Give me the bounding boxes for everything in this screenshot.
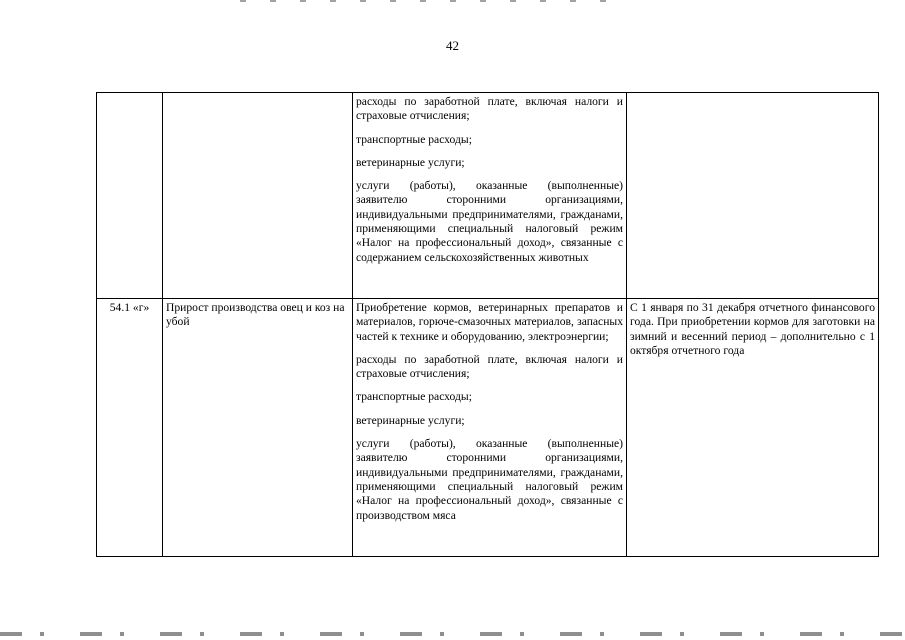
subsidy-table [96,92,879,557]
row-number-cell [97,93,163,299]
expense-item: ветеринарные услуги; [356,413,465,427]
expenses-cell [353,93,627,299]
table-row [97,93,879,299]
row-number-cell: 54.1 «г» [97,299,163,557]
scan-artifact-top [240,0,620,2]
row-name-cell [163,93,353,299]
expense-item: услуги (работы), оказанные (выполненные) заявителю сторонними организациями, индивидуальными предпринимателями, гражданами, применяющими специальный налоговый режим «Налог на профессиональный доход», связанные с содержанием сельскохозяйственных животных [356,179,623,264]
period-cell: С 1 января по 31 декабря отчетного финансового года. При приобретении кормов для заготовки на зимний и весенний период – дополнительно с 1 октября отчетного года [627,299,879,557]
expense-item: расходы по заработной плате, включая налоги и страховые отчисления; [356,95,623,123]
expense-item: транспортные расходы; [356,390,472,404]
page-number: 42 [446,38,459,53]
expense-item: транспортные расходы; [356,132,472,146]
expense-item: расходы по заработной плате, включая налоги и страховые отчисления; [356,352,623,381]
expense-item: ветеринарные услуги; [356,155,465,169]
expenses-cell [353,299,627,557]
scan-artifact-bottom [0,632,905,636]
expense-item: Приобретение кормов, ветеринарных препаратов и материалов, горюче-смазочных материалов, запасных частей к технике и оборудованию, электроэнергии; [356,301,623,343]
period-cell [627,93,879,299]
table-row [97,299,879,557]
expense-item: услуги (работы), оказанные (выполненные) заявителю сторонними организациями, индивидуальными предпринимателями, гражданами, применяющими специальный налоговый режим «Налог на профессиональный доход», связанные с производством мяса [356,437,623,522]
row-name-cell: Прирост производства овец и коз на убой [163,299,353,557]
